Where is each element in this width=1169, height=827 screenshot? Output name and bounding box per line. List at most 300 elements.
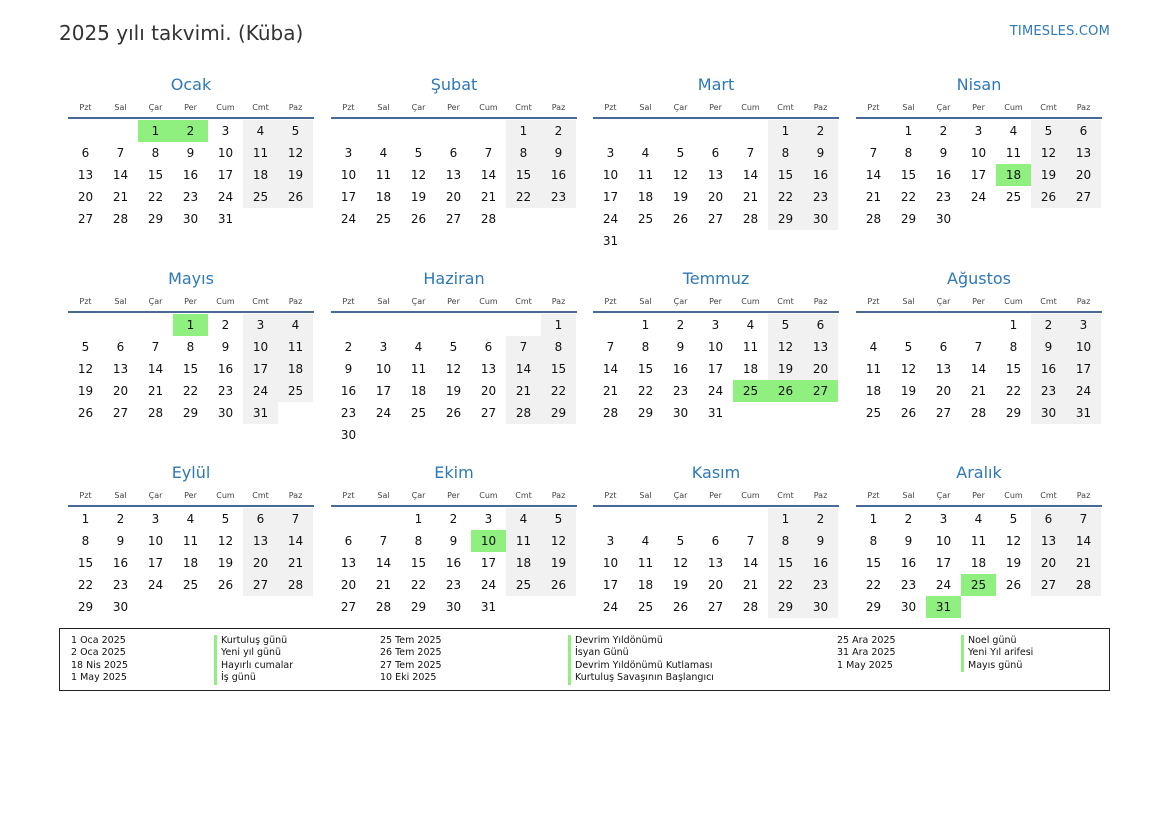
day-cell: 8 xyxy=(768,142,803,164)
weekday-label: Paz xyxy=(551,490,566,500)
day-cell: 18 xyxy=(865,384,882,398)
day-cell: 17 xyxy=(480,556,497,570)
day-cell: 27 xyxy=(243,574,278,596)
holiday-name: İsyan Günü xyxy=(568,647,714,659)
day-cell: 13 xyxy=(340,556,357,570)
day-cell: 15 xyxy=(768,164,803,186)
day-cell: 1 xyxy=(869,512,878,526)
day-cell: 17 xyxy=(375,384,392,398)
day-cell: 27 xyxy=(1031,574,1066,596)
weekday-label: Paz xyxy=(551,102,566,112)
day-cell: 5 xyxy=(1009,512,1018,526)
day-cell: 11 xyxy=(637,556,654,570)
weekday-label: Per xyxy=(972,296,985,306)
weekday-label: Çar xyxy=(148,102,163,112)
weekday-label: Sal xyxy=(902,296,915,306)
day-cell: 23 xyxy=(935,190,952,204)
day-cell: 26 xyxy=(900,406,917,420)
day-cell: 2 xyxy=(449,512,458,526)
day-cell: 30 xyxy=(803,208,838,230)
day-cell: 12 xyxy=(768,336,803,358)
day-cell: 30 xyxy=(182,212,199,226)
weekday-label: Paz xyxy=(288,296,303,306)
day-cell: 6 xyxy=(116,340,125,354)
holiday-name: Devrim Yıldönümü Kutlaması xyxy=(568,660,714,672)
day-cell: 4 xyxy=(506,508,541,530)
weekday-header xyxy=(331,485,577,507)
holiday-list xyxy=(59,628,1110,691)
weekday-label: Pzt xyxy=(604,296,617,306)
day-cell: 20 xyxy=(340,578,357,592)
day-cell: 7 xyxy=(746,534,755,548)
empty-cell xyxy=(926,314,961,336)
month-name: Kasım xyxy=(691,463,741,482)
day-cell: 25 xyxy=(1005,190,1022,204)
day-cell: 26 xyxy=(672,600,689,614)
day-cell: 14 xyxy=(506,358,541,380)
weekday-label: Çar xyxy=(148,296,163,306)
day-cell: 31 xyxy=(217,212,234,226)
day-cell: 7 xyxy=(116,146,125,160)
day-cell: 22 xyxy=(541,380,576,402)
day-cell: 28 xyxy=(742,212,759,226)
day-cell: 29 xyxy=(637,406,654,420)
holiday-names-col-1 xyxy=(214,635,293,685)
holiday-date: 26 Tem 2025 xyxy=(380,647,442,659)
day-cell: 18 xyxy=(970,556,987,570)
empty-cell xyxy=(366,120,401,142)
day-cell: 26 xyxy=(410,212,427,226)
holiday-name: Kurtuluş günü xyxy=(214,635,293,647)
day-cell: 2 xyxy=(803,120,838,142)
weekday-label: Sal xyxy=(902,490,915,500)
weekday-label: Çar xyxy=(148,490,163,500)
day-grid xyxy=(856,508,1102,618)
day-cell: 19 xyxy=(541,552,576,574)
holiday-name: Hayırlı cumalar xyxy=(214,660,293,672)
day-cell: 29 xyxy=(77,600,94,614)
day-cell: 17 xyxy=(340,190,357,204)
day-cell: 30 xyxy=(340,428,357,442)
day-cell: 4 xyxy=(974,512,983,526)
day-cell: 19 xyxy=(1031,164,1066,186)
month-name: Mart xyxy=(697,75,735,94)
weekday-label: Sal xyxy=(902,102,915,112)
holiday-date: 10 Eki 2025 xyxy=(380,672,437,684)
holiday-names-col-2 xyxy=(568,635,714,685)
month-name: Temmuz xyxy=(682,269,750,288)
day-cell: 28 xyxy=(112,212,129,226)
weekday-header xyxy=(331,291,577,313)
day-cell: 20 xyxy=(77,190,94,204)
day-cell: 13 xyxy=(480,362,497,376)
day-cell: 3 xyxy=(974,124,983,138)
day-cell: 11 xyxy=(742,340,759,354)
day-cell: 24 xyxy=(147,578,164,592)
day-cell: 26 xyxy=(77,406,94,420)
day-cell: 5 xyxy=(768,314,803,336)
day-cell: 3 xyxy=(1066,314,1101,336)
weekday-label: Cum xyxy=(1004,296,1023,306)
day-cell: 20 xyxy=(445,190,462,204)
day-cell: 19 xyxy=(77,384,94,398)
day-cell: 23 xyxy=(217,384,234,398)
day-cell: 17 xyxy=(602,578,619,592)
empty-cell xyxy=(891,314,926,336)
weekday-label: Paz xyxy=(813,102,828,112)
day-cell: 13 xyxy=(112,362,129,376)
weekday-label: Per xyxy=(709,296,722,306)
day-cell: 2 xyxy=(221,318,230,332)
holiday-day-cell: 26 xyxy=(768,380,803,402)
day-cell: 26 xyxy=(217,578,234,592)
empty-cell xyxy=(961,314,996,336)
day-cell: 12 xyxy=(445,362,462,376)
day-cell: 2 xyxy=(344,340,353,354)
month-block xyxy=(331,461,577,618)
holiday-date: 25 Ara 2025 xyxy=(837,635,896,646)
day-cell: 6 xyxy=(484,340,493,354)
day-cell: 13 xyxy=(445,168,462,182)
day-cell: 25 xyxy=(410,406,427,420)
day-cell: 7 xyxy=(974,340,983,354)
holiday-day-cell: 18 xyxy=(996,164,1031,186)
month-block xyxy=(68,461,314,618)
day-cell: 16 xyxy=(217,362,234,376)
empty-cell xyxy=(471,314,506,336)
day-cell: 10 xyxy=(243,336,278,358)
day-cell: 10 xyxy=(602,168,619,182)
day-cell: 29 xyxy=(865,600,882,614)
weekday-label: Sal xyxy=(377,296,390,306)
day-cell: 28 xyxy=(970,406,987,420)
day-cell: 15 xyxy=(900,168,917,182)
holiday-date: 27 Tem 2025 xyxy=(380,659,442,671)
day-cell: 24 xyxy=(970,190,987,204)
day-cell: 21 xyxy=(506,380,541,402)
weekday-label: Cmt xyxy=(777,296,794,306)
weekday-label: Pzt xyxy=(867,102,880,112)
day-cell: 29 xyxy=(410,600,427,614)
day-cell: 9 xyxy=(803,530,838,552)
holiday-date: 1 Oca 2025 xyxy=(71,635,126,646)
day-cell: 10 xyxy=(340,168,357,182)
month-block xyxy=(331,267,577,446)
day-cell: 24 xyxy=(935,578,952,592)
month-block xyxy=(593,267,839,424)
empty-cell xyxy=(436,120,471,142)
day-cell: 18 xyxy=(637,578,654,592)
holiday-name: Kurtuluş Savaşının Başlangıcı xyxy=(568,672,714,684)
holiday-day-cell: 25 xyxy=(961,574,996,596)
day-cell: 15 xyxy=(541,358,576,380)
weekday-label: Pzt xyxy=(79,102,92,112)
holiday-date: 25 Tem 2025 xyxy=(380,635,442,646)
empty-cell xyxy=(856,314,891,336)
day-cell: 1 xyxy=(506,120,541,142)
weekday-label: Cmt xyxy=(252,102,269,112)
empty-cell xyxy=(663,120,698,142)
day-cell: 8 xyxy=(186,340,195,354)
day-cell: 25 xyxy=(182,578,199,592)
day-cell: 14 xyxy=(278,530,313,552)
day-cell: 9 xyxy=(1031,336,1066,358)
day-cell: 4 xyxy=(641,146,650,160)
day-cell: 4 xyxy=(278,314,313,336)
day-cell: 25 xyxy=(243,186,278,208)
day-cell: 31 xyxy=(480,600,497,614)
day-cell: 23 xyxy=(900,578,917,592)
weekday-label: Sal xyxy=(114,102,127,112)
day-cell: 19 xyxy=(900,384,917,398)
day-cell: 25 xyxy=(506,574,541,596)
day-cell: 1 xyxy=(414,512,423,526)
weekday-header xyxy=(593,485,839,507)
day-cell: 8 xyxy=(904,146,913,160)
day-cell: 22 xyxy=(637,384,654,398)
day-cell: 21 xyxy=(375,578,392,592)
weekday-label: Pzt xyxy=(604,490,617,500)
day-cell: 25 xyxy=(637,212,654,226)
weekday-label: Cmt xyxy=(1040,490,1057,500)
day-cell: 16 xyxy=(900,556,917,570)
day-cell: 1 xyxy=(1009,318,1018,332)
day-cell: 24 xyxy=(243,380,278,402)
empty-cell xyxy=(698,508,733,530)
holiday-day-cell: 1 xyxy=(173,314,208,336)
weekday-label: Cmt xyxy=(252,296,269,306)
weekday-label: Çar xyxy=(673,102,688,112)
holiday-date: 18 Nis 2025 xyxy=(71,659,128,671)
month-block xyxy=(856,73,1102,230)
day-cell: 18 xyxy=(742,362,759,376)
day-cell: 9 xyxy=(939,146,948,160)
day-cell: 19 xyxy=(410,190,427,204)
day-cell: 11 xyxy=(375,168,392,182)
day-cell: 14 xyxy=(742,168,759,182)
day-cell: 23 xyxy=(803,186,838,208)
day-cell: 7 xyxy=(484,146,493,160)
day-cell: 10 xyxy=(217,146,234,160)
day-cell: 14 xyxy=(865,168,882,182)
holiday-name: Yeni yıl günü xyxy=(214,647,293,659)
weekday-header xyxy=(331,97,577,119)
day-cell: 9 xyxy=(344,362,353,376)
weekday-header xyxy=(68,291,314,313)
day-cell: 31 xyxy=(602,234,619,248)
month-block xyxy=(331,73,577,230)
day-cell: 26 xyxy=(541,574,576,596)
month-block xyxy=(856,267,1102,424)
weekday-label: Paz xyxy=(288,490,303,500)
empty-cell xyxy=(68,314,103,336)
day-cell: 7 xyxy=(869,146,878,160)
site-link[interactable]: TIMESLES.COM xyxy=(1009,24,1110,39)
day-cell: 11 xyxy=(278,336,313,358)
weekday-label: Cmt xyxy=(515,490,532,500)
day-cell: 21 xyxy=(278,552,313,574)
day-cell: 12 xyxy=(1005,534,1022,548)
day-cell: 17 xyxy=(217,168,234,182)
day-cell: 25 xyxy=(637,600,654,614)
weekday-label: Cum xyxy=(741,296,760,306)
month-block xyxy=(593,73,839,252)
day-cell: 6 xyxy=(711,534,720,548)
weekday-label: Çar xyxy=(673,296,688,306)
day-cell: 9 xyxy=(676,340,685,354)
day-cell: 18 xyxy=(278,358,313,380)
day-cell: 3 xyxy=(606,146,615,160)
day-cell: 17 xyxy=(147,556,164,570)
holiday-name: İş günü xyxy=(214,672,293,684)
day-cell: 29 xyxy=(182,406,199,420)
day-cell: 7 xyxy=(278,508,313,530)
day-cell: 26 xyxy=(445,406,462,420)
day-cell: 12 xyxy=(672,168,689,182)
day-cell: 24 xyxy=(375,406,392,420)
day-cell: 29 xyxy=(900,212,917,226)
day-cell: 16 xyxy=(445,556,462,570)
month-block xyxy=(856,461,1102,618)
day-cell: 7 xyxy=(151,340,160,354)
day-cell: 8 xyxy=(506,142,541,164)
day-cell: 28 xyxy=(480,212,497,226)
day-cell: 4 xyxy=(186,512,195,526)
day-cell: 20 xyxy=(1031,552,1066,574)
day-cell: 22 xyxy=(1005,384,1022,398)
day-cell: 31 xyxy=(243,402,278,424)
day-cell: 14 xyxy=(970,362,987,376)
day-cell: 16 xyxy=(672,362,689,376)
holiday-day-cell: 1 xyxy=(138,120,173,142)
weekday-label: Cum xyxy=(479,296,498,306)
day-cell: 15 xyxy=(147,168,164,182)
day-cell: 6 xyxy=(449,146,458,160)
day-cell: 20 xyxy=(935,384,952,398)
day-cell: 16 xyxy=(112,556,129,570)
day-cell: 10 xyxy=(147,534,164,548)
day-cell: 11 xyxy=(865,362,882,376)
day-cell: 14 xyxy=(375,556,392,570)
day-cell: 19 xyxy=(768,358,803,380)
day-cell: 2 xyxy=(939,124,948,138)
empty-cell xyxy=(733,120,768,142)
holiday-dates-col-3 xyxy=(837,635,896,672)
day-cell: 6 xyxy=(803,314,838,336)
empty-cell xyxy=(138,314,173,336)
empty-cell xyxy=(593,508,628,530)
day-grid xyxy=(331,314,577,446)
day-cell: 19 xyxy=(278,164,313,186)
day-cell: 7 xyxy=(506,336,541,358)
day-cell: 8 xyxy=(414,534,423,548)
day-cell: 20 xyxy=(243,552,278,574)
day-cell: 12 xyxy=(77,362,94,376)
weekday-label: Cum xyxy=(216,296,235,306)
day-cell: 18 xyxy=(243,164,278,186)
day-cell: 6 xyxy=(1066,120,1101,142)
day-cell: 30 xyxy=(803,596,838,618)
day-cell: 26 xyxy=(1005,578,1022,592)
day-cell: 13 xyxy=(803,336,838,358)
day-cell: 1 xyxy=(541,314,576,336)
weekday-label: Per xyxy=(972,102,985,112)
day-cell: 17 xyxy=(935,556,952,570)
weekday-label: Sal xyxy=(639,296,652,306)
day-cell: 5 xyxy=(904,340,913,354)
weekday-header xyxy=(593,291,839,313)
day-cell: 13 xyxy=(1066,142,1101,164)
day-cell: 15 xyxy=(410,556,427,570)
day-cell: 30 xyxy=(112,600,129,614)
day-cell: 5 xyxy=(449,340,458,354)
day-cell: 3 xyxy=(151,512,160,526)
weekday-label: Cmt xyxy=(515,296,532,306)
weekday-header xyxy=(856,97,1102,119)
day-cell: 9 xyxy=(221,340,230,354)
day-cell: 13 xyxy=(243,530,278,552)
weekday-label: Pzt xyxy=(79,490,92,500)
day-cell: 4 xyxy=(746,318,755,332)
empty-cell xyxy=(366,314,401,336)
month-block xyxy=(68,73,314,230)
weekday-label: Per xyxy=(447,296,460,306)
day-grid xyxy=(593,508,839,618)
day-cell: 22 xyxy=(865,578,882,592)
day-cell: 4 xyxy=(869,340,878,354)
weekday-label: Paz xyxy=(551,296,566,306)
day-grid xyxy=(856,120,1102,230)
day-cell: 15 xyxy=(768,552,803,574)
day-cell: 28 xyxy=(602,406,619,420)
day-cell: 3 xyxy=(379,340,388,354)
empty-cell xyxy=(698,120,733,142)
day-cell: 25 xyxy=(278,380,313,402)
weekday-label: Cmt xyxy=(515,102,532,112)
day-cell: 8 xyxy=(541,336,576,358)
day-cell: 27 xyxy=(445,212,462,226)
weekday-header xyxy=(856,485,1102,507)
weekday-label: Paz xyxy=(1076,296,1091,306)
day-cell: 31 xyxy=(1066,402,1101,424)
empty-cell xyxy=(331,314,366,336)
empty-cell xyxy=(471,120,506,142)
day-cell: 10 xyxy=(375,362,392,376)
weekday-label: Paz xyxy=(813,490,828,500)
day-cell: 8 xyxy=(1009,340,1018,354)
day-cell: 13 xyxy=(1031,530,1066,552)
day-cell: 11 xyxy=(1005,146,1022,160)
day-cell: 17 xyxy=(1066,358,1101,380)
holiday-day-cell: 31 xyxy=(926,596,961,618)
weekday-label: Çar xyxy=(411,490,426,500)
day-cell: 1 xyxy=(768,508,803,530)
day-cell: 22 xyxy=(900,190,917,204)
day-cell: 22 xyxy=(147,190,164,204)
day-cell: 18 xyxy=(410,384,427,398)
day-cell: 20 xyxy=(707,190,724,204)
weekday-label: Cum xyxy=(741,102,760,112)
weekday-label: Sal xyxy=(114,296,127,306)
day-cell: 21 xyxy=(742,190,759,204)
day-cell: 13 xyxy=(77,168,94,182)
day-cell: 26 xyxy=(278,186,313,208)
weekday-label: Sal xyxy=(377,490,390,500)
day-cell: 21 xyxy=(970,384,987,398)
weekday-label: Cmt xyxy=(1040,296,1057,306)
month-name: Mayıs xyxy=(168,269,214,288)
day-cell: 29 xyxy=(147,212,164,226)
